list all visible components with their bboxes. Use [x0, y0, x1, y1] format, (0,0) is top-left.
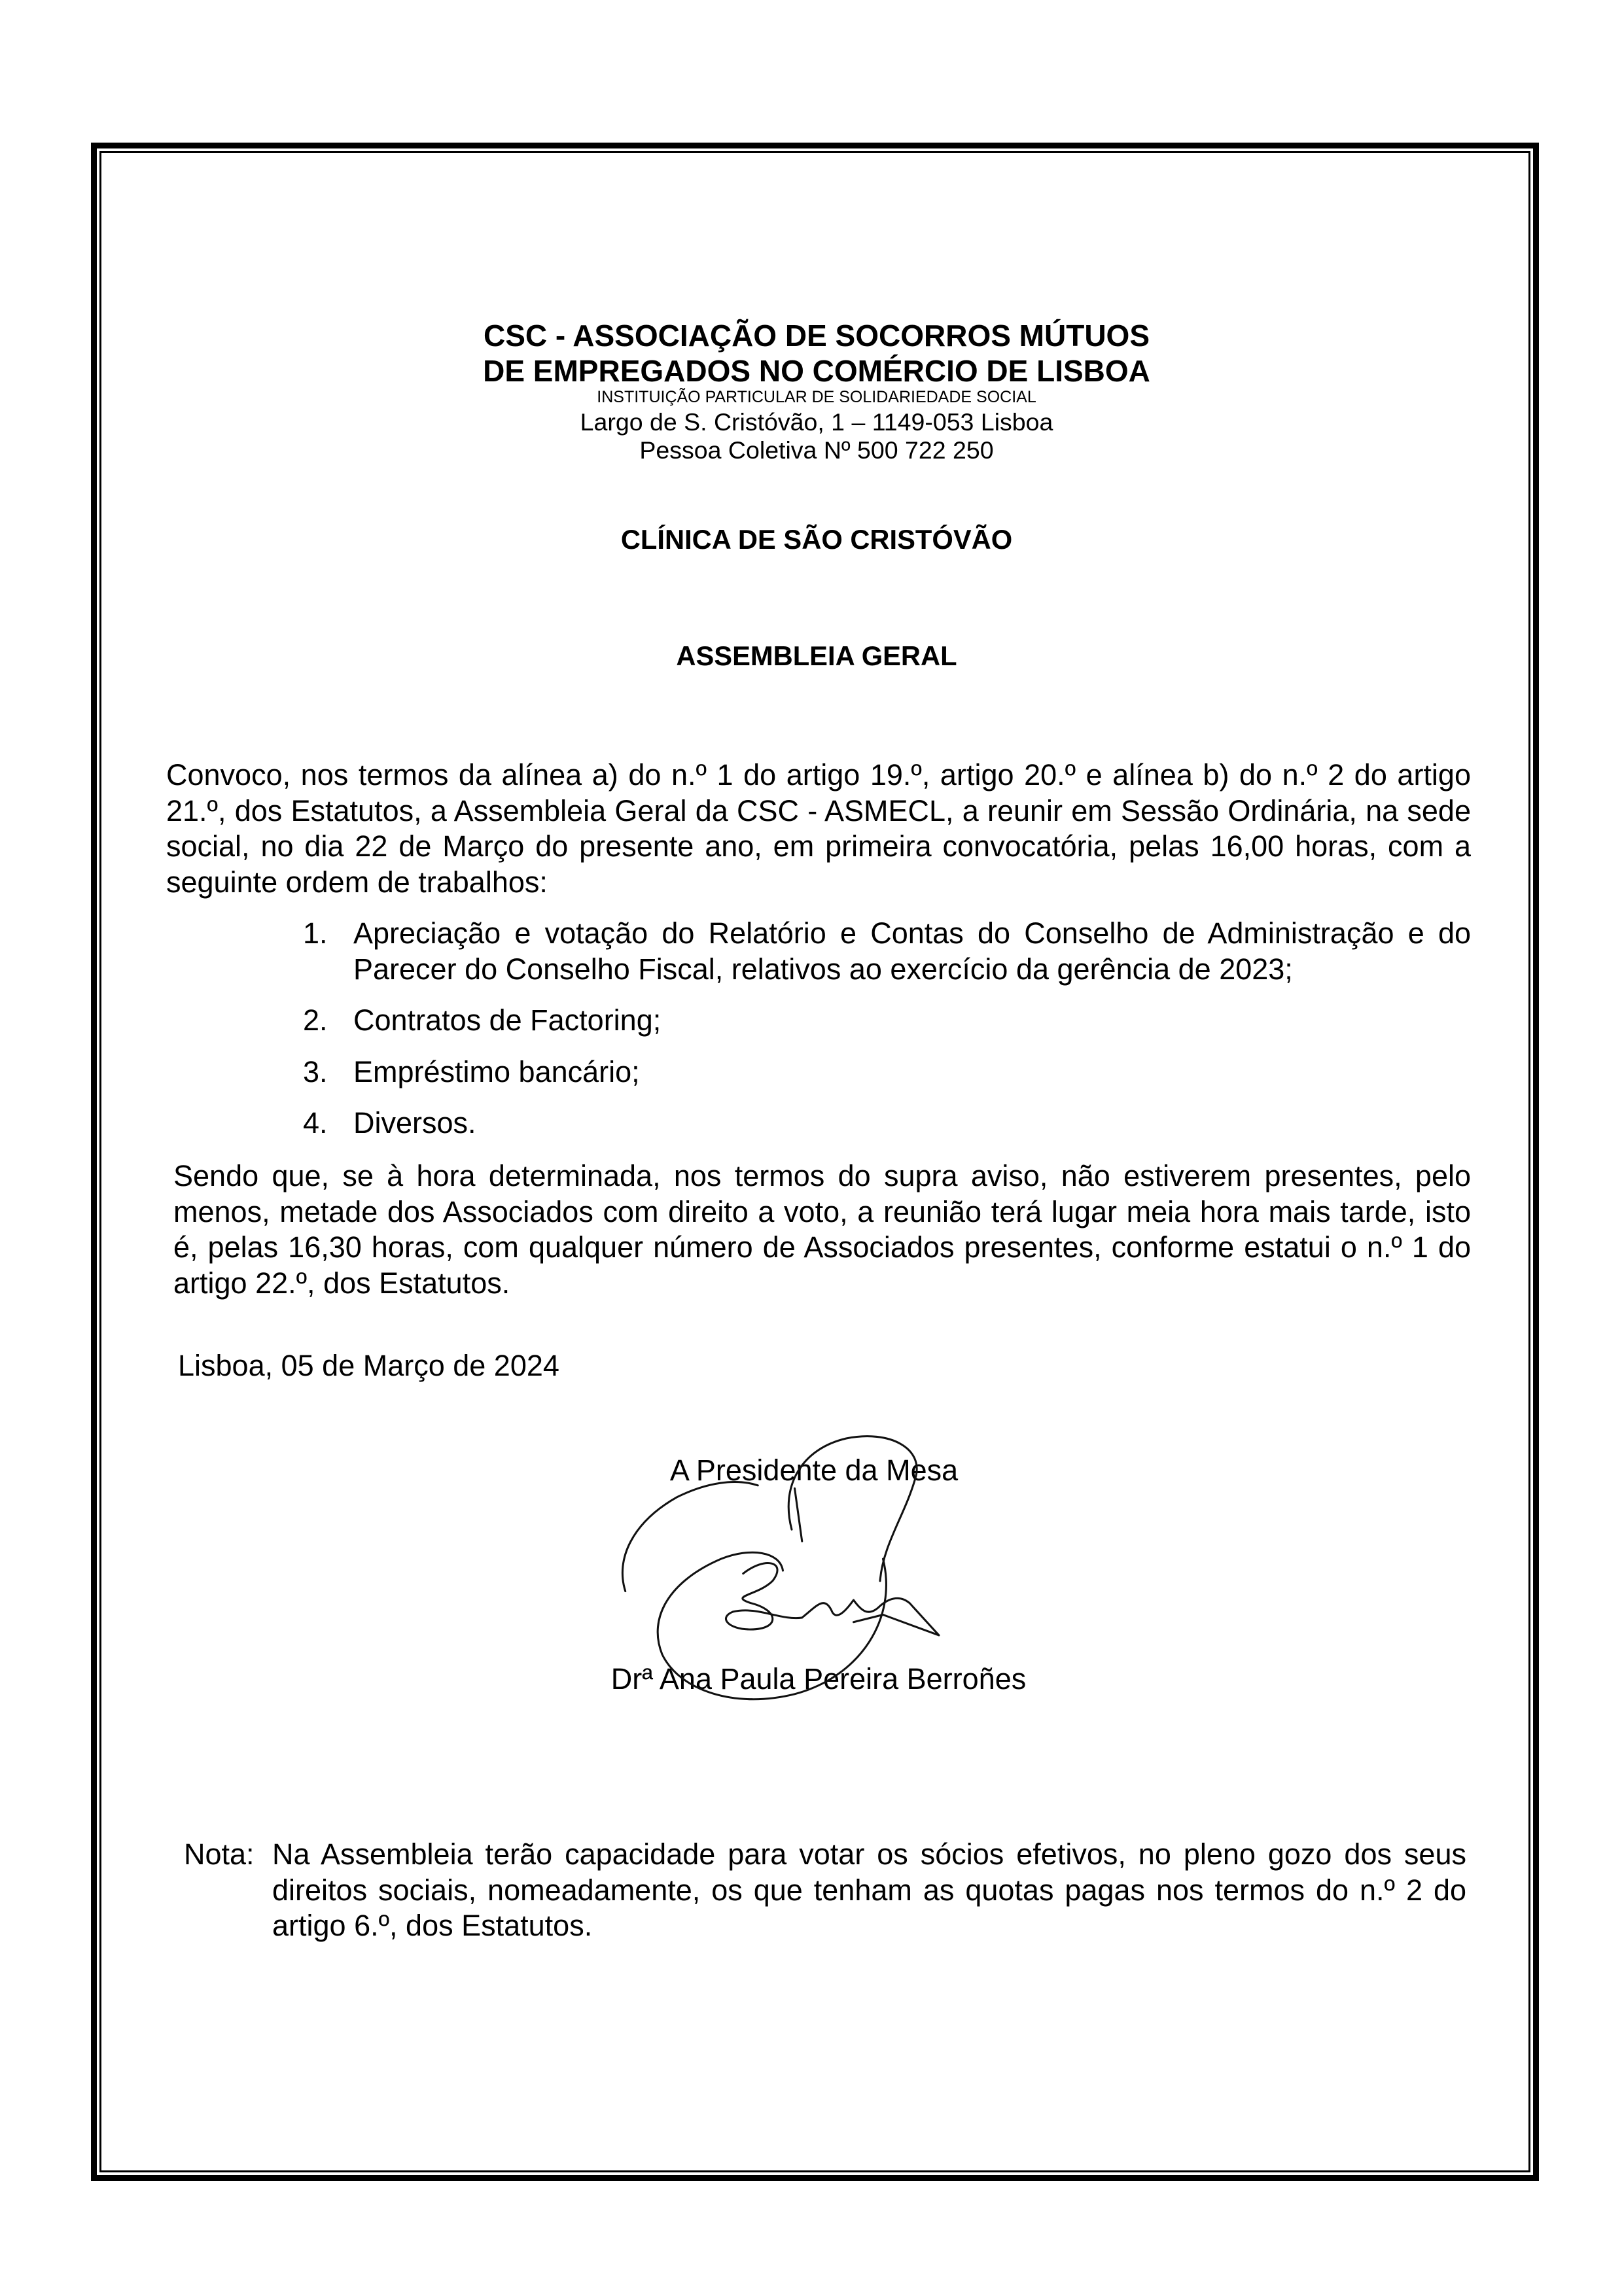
signatory-role: A Presidente da Mesa: [669, 1453, 959, 1487]
document-heading: ASSEMBLEIA GERAL: [676, 640, 957, 671]
organization-name: [424, 318, 1209, 389]
agenda-item-text: [353, 1054, 1471, 1090]
signature-stroke: [802, 1598, 939, 1635]
note-line: Na Assembleia terão capacidade para votar os sócios efetivos, no pleno gozo dos seus: [272, 1837, 1466, 1871]
agenda-item-text: [353, 916, 1471, 987]
signature-stroke: [788, 1436, 917, 1581]
agenda-item-line: Empréstimo bancário;: [353, 1055, 640, 1088]
quorum-paragraph: [173, 1158, 1471, 1302]
paragraph-line: menos, metade dos Associados com direito a voto, a reunião terá lugar meia hora mais tarde, isto: [173, 1194, 1471, 1228]
agenda-item-line: Contratos de Factoring;: [353, 1003, 662, 1037]
place-and-date: Lisboa, 05 de Março de 2024: [178, 1349, 559, 1382]
signature-stroke: [795, 1488, 802, 1541]
convocation-paragraph: [166, 757, 1471, 901]
paragraph-line: social, no dia 22 de Março do presente ano, em primeira convocatória, pelas 16,00 horas, com a: [166, 829, 1471, 863]
paragraph-line: 21.º, dos Estatutos, a Assembleia Geral da CSC - ASMECL, a reunir em Sessão Ordinária, na sede: [166, 793, 1471, 827]
signatory-name: Drª Ana Paula Pereira Berroñes: [610, 1662, 1027, 1696]
signature-stroke: [726, 1563, 802, 1629]
agenda-item-text: [353, 1105, 1471, 1141]
organization-type: INSTITUIÇÃO PARTICULAR DE SOLIDARIEDADE SOCIAL: [597, 388, 1036, 406]
note-text: [272, 1837, 1466, 1944]
agenda-item-number: 2.: [303, 1003, 328, 1037]
agenda-item-line: Apreciação e votação do Relatório e Contas do Conselho de Administração e do: [353, 916, 1471, 950]
paragraph-line: é, pelas 16,30 horas, com qualquer número de Associados presentes, conforme estatui o n.º 1 do: [173, 1230, 1471, 1264]
agenda-item-text: [353, 1003, 1471, 1039]
organization-tax-id: Pessoa Coletiva Nº 500 722 250: [639, 436, 994, 464]
agenda-item-number: 4.: [303, 1106, 328, 1139]
agenda-item-number: 1.: [303, 916, 328, 950]
agenda-item-line: Parecer do Conselho Fiscal, relativos ao exercício da gerência de 2023;: [353, 952, 1293, 986]
paragraph-line: Convoco, nos termos da alínea a) do n.º 1 do artigo 19.º, artigo 20.º e alínea b) do n.º 2 do artigo: [166, 758, 1471, 791]
agenda-item-number: 3.: [303, 1055, 328, 1088]
note-line: direitos sociais, nomeadamente, os que tenham as quotas pagas nos termos do n.º 2 do: [272, 1873, 1466, 1907]
signature-stroke: [622, 1482, 758, 1592]
paragraph-line: artigo 22.º, dos Estatutos.: [173, 1266, 510, 1300]
signature-stroke: [658, 1552, 886, 1699]
organization-name-line-2: DE EMPREGADOS NO COMÉRCIO DE LISBOA: [483, 354, 1150, 388]
signature: [603, 1427, 957, 1713]
agenda-item-line: Diversos.: [353, 1106, 476, 1139]
organization-contact: [424, 408, 1209, 464]
clinic-name: CLÍNICA DE SÃO CRISTÓVÃO: [620, 524, 1013, 555]
note-line: artigo 6.º, dos Estatutos.: [272, 1909, 593, 1943]
paragraph-line: seguinte ordem de trabalhos:: [166, 865, 548, 899]
paragraph-line: Sendo que, se à hora determinada, nos termos do supra aviso, não estiverem presentes, pelo: [173, 1159, 1471, 1192]
organization-name-line-1: CSC - ASSOCIAÇÃO DE SOCORROS MÚTUOS: [483, 319, 1150, 353]
note-label: Nota:: [184, 1837, 255, 1871]
organization-address: Largo de S. Cristóvão, 1 – 1149-053 Lisboa: [580, 408, 1053, 436]
